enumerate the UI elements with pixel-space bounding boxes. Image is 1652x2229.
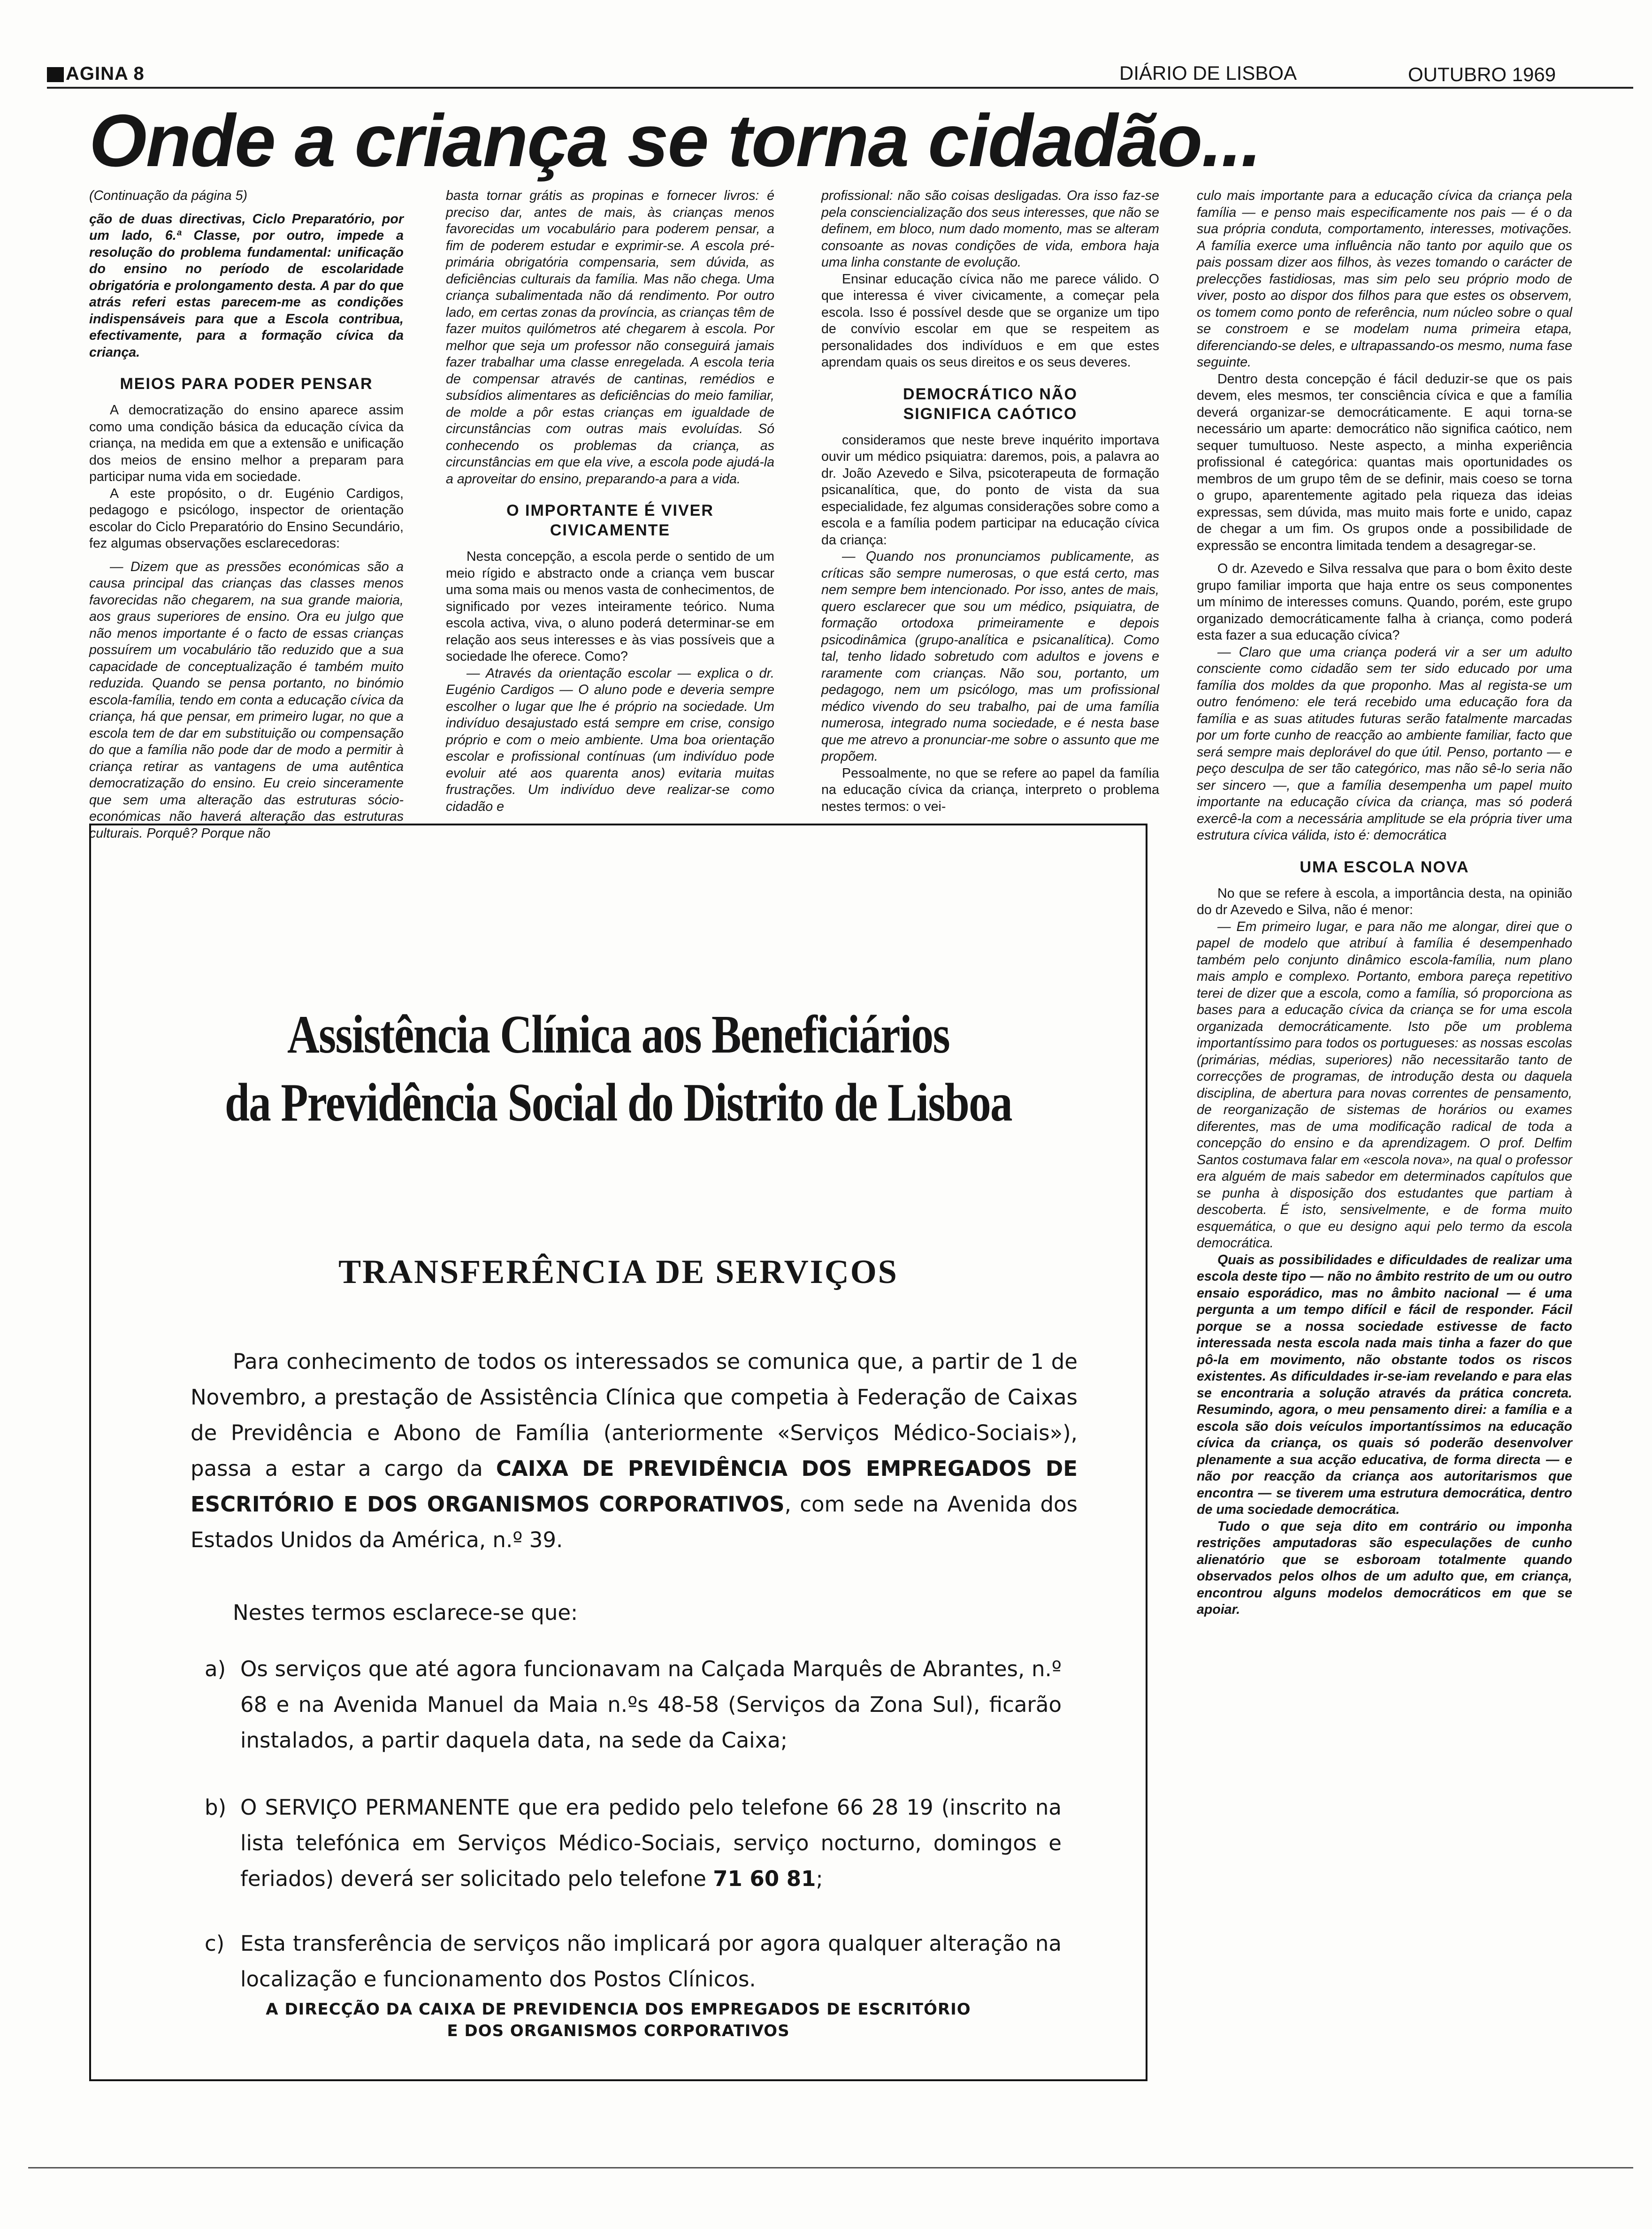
paragraph: ção de duas directivas, Ciclo Preparatório, por um lado, 6.ª Classe, por outro, impede a resolução do problema fundamental: unificação do ensino no período de escolaridade obrigatória e prolongamento desta. A par do que atrás referi estas parecem-me as condições indispensáveis para que a Escola contribua, efectivamente, para a formação cívica da criança. bbox=[89, 211, 404, 360]
ad-item-letter: c) bbox=[205, 1931, 225, 1956]
newspaper-name: DIÁRIO DE LISBOA bbox=[1119, 62, 1297, 84]
ad-item-letter: a) bbox=[205, 1656, 226, 1681]
paragraph: — Claro que uma criança poderá vir a ser um adulto consciente como cidadão sem ter sido educado por uma família dos moldes da que proponho. Mas al regista-se um outro fenómeno: ele terá recebido uma educação fora da família e as suas atitudes futuras serão fatalmente marcadas por um forte cunho de reacção ao ambiente familiar, facto que será sempre mais deplorável do que útil. Penso, portanto — e peço desculpa de ser tão categórico, mas não sê-lo seria não ser sincero —, que a família desempenha um papel muito importante na educação cívica da criança, mas só poderá exercê-la com a necessária amplitude se ela própria tiver uma estrutura cívica válida, isto é: democrática bbox=[1197, 644, 1572, 843]
ad-intro-text: Para conhecimento de todos os interessados se comunica que, a partir de 1 de Novembro, a prestação de Assistência Clínica que competia à Federação de Caixas de Previdência e Abono de Família (anteriormente «Serviços Médico-Sociais»), passa a estar a cargo da bbox=[191, 1349, 1078, 1481]
ad-signature-line-2: E DOS ORGANISMOS CORPORATIVOS bbox=[447, 2022, 790, 2040]
ad-intro-paragraph bbox=[191, 1344, 1078, 1558]
article-column-2 bbox=[446, 188, 774, 814]
continuation-note: (Continuação da página 5) bbox=[89, 188, 248, 203]
ad-subtitle: TRANSFERÊNCIA DE SERVIÇOS bbox=[338, 1253, 898, 1290]
section-heading: MEIOS PARA PODER PENSAR bbox=[120, 375, 373, 393]
section-heading: UMA ESCOLA NOVA bbox=[1300, 858, 1469, 876]
article-headline: Onde a criança se torna cidadão... bbox=[89, 99, 1261, 182]
paragraph: O dr. Azevedo e Silva ressalva que para o bom êxito deste grupo familiar importa que haja entre os seus componentes um mínimo de interesses comuns. Quando, porém, este grupo organizado democráticamente falha à criança, como poderá esta fazer a sua educação cívica? bbox=[1197, 561, 1572, 643]
paragraph: profissional: não são coisas desligadas. Ora isso faz-se pela consciencialização dos seus interesses, que não se definem, em bloco, num dado momento, mas se alteram consoante as novas condições de vida, embora haja uma linha constante de evolução. bbox=[821, 188, 1159, 270]
paragraph: — Através da orientação escolar — explica o dr. Eugénio Cardigos — O aluno pode e deveria sempre escolher o lugar que lhe é próprio na sociedade. Um indivíduo desajustado está sempre em crise, consigo próprio e com o meio ambiente. Uma boa orientação escolar e profissional contínuas (um indivíduo pode evoluir até aos quarenta anos) evitaria muitas frustrações. Um indivíduo deve realizar-se como cidadão e bbox=[446, 665, 774, 814]
issue-date: OUTUBRO 1969 bbox=[1408, 63, 1556, 85]
page-number bbox=[47, 63, 145, 84]
paragraph: Pessoalmente, no que se refere ao papel da família na educação cívica da criança, interpreto o problema nestes termos: o vei- bbox=[821, 765, 1159, 814]
paragraph: — Quando nos pronunciamos publicamente, as críticas são sempre numerosas, o que está certo, mas nem sempre bem intencionado. Por isso, antes de mais, quero esclarecer que sou um médico, psiquiatra, de formação ortodoxa primeiramente e depois psicodinâmica (grupo-analítica e psicanalítica). Como tal, tenho lidado sobretudo com adultos e jovens e raramente com crianças. Não sou, portanto, um pedagogo, nem um psicólogo, mas um profissional médico vivendo do seu trabalho, pai de uma família numerosa, integrado numa sociedade, e é nesta base que me atrevo a pronunciar-me sobre o assunto que me propõem. bbox=[821, 549, 1159, 764]
paragraph: basta tornar grátis as propinas e fornecer livros: é preciso dar, antes de mais, às crianças menos favorecidas um vocabulário para poderem pensar, a fim de poderem estudar e exprimir-se. A escola pré-primária obrigatória compensaria, sem dúvida, as deficiências culturais da família. Mas não chega. Uma criança subalimentada não dá rendimento. Por outro lado, em certas zonas da província, as crianças têm de fazer muitos quilómetros até chegarem à escola. Por melhor que seja um professor não conseguirá jamais fazer trabalhar uma classe enregelada. A escola teria de compensar através de cantinas, remédios e subsídios alimentares as deficiências do meio familiar, de molde a pôr estas crianças em igualdade de circunstâncias com outras mais evoluídas. Só conhecendo os problemas da criança, as circunstâncias em que ela vive, a escola pode ajudá-la a aproveitar do ensino, preparando-a para a vida. bbox=[446, 188, 774, 487]
page-number-text: AGINA 8 bbox=[66, 63, 145, 84]
paragraph: Tudo o que seja dito em contrário ou imponha restrições amputadoras são especulações de cunho alienatório que se esboroam totalmente quando observados pelos olhos de um adulto que, em criança, encontrou alguns modelos democráticos em que se apoiar. bbox=[1197, 1519, 1572, 1617]
ad-item-text: O SERVIÇO PERMANENTE que era pedido pelo telefone 66 28 19 (inscrito na lista telefónica em Serviços Médico-Sociais, serviço nocturno, domingos e feriados) deverá ser solicitado pelo telefone bbox=[240, 1795, 1062, 1891]
article-column-3 bbox=[821, 188, 1159, 814]
section-heading: DEMOCRÁTICO NÃO SIGNIFICA CAÓTICO bbox=[903, 385, 1078, 423]
ad-signature bbox=[91, 1999, 1146, 2042]
ad-title-line-2: da Previdência Social do Distrito de Lisboa bbox=[225, 1073, 1012, 1133]
section-heading: O IMPORTANTE É VIVER CIVICAMENTE bbox=[506, 502, 714, 539]
header-rule bbox=[47, 87, 1633, 89]
paragraph: Dentro desta concepção é fácil deduzir-se que os pais devem, eles mesmos, ter consciência cívica e que a família deverá organizar-se democráticamente. E aqui torna-se necessário um aparte: democrático não significa caótico, nem sequer tumultuoso. Neste aspecto, a minha experiência profissional é categórica: quantas mais oportunidades os membros de um grupo têm de se definir, mais coeso se torna o grupo, aparentemente agitado pela riqueza das ideias expressas, sem dúvida, mas muito mais forte e unido, capaz de chegar a um fim. Os grupos onde a possibilidade de expressão se encontra limitada tendem a desagregar-se. bbox=[1197, 371, 1572, 553]
paragraph: A este propósito, o dr. Eugénio Cardigos, pedagogo e psicólogo, inspector de orientação escolar do Ciclo Preparatório do Ensino Secundário, fez algumas observações esclarecedoras: bbox=[89, 486, 404, 551]
advertisement-box bbox=[89, 824, 1147, 2081]
page-number-mark bbox=[47, 67, 64, 82]
paragraph: No que se refere à escola, a importância desta, na opinião do dr Azevedo e Silva, não é menor: bbox=[1197, 885, 1572, 917]
paragraph: Nesta concepção, a escola perde o sentido de um meio rígido e abstracto onde a criança vem buscar uma soma mais ou menos vasta de conhecimentos, de significado por vezes inteiramente teórico. Numa escola activa, viva, o aluno poderá determinar-se em relação aos seus interesses e às vias possíveis que a sociedade lhe oferece. Como? bbox=[446, 549, 774, 664]
ad-item-text: Esta transferência de serviços não implicará por agora qualquer alteração na localização e funcionamento dos Postos Clínicos. bbox=[240, 1931, 1062, 1992]
ad-item-letter: b) bbox=[205, 1795, 227, 1820]
ad-title-line-1: Assistência Clínica aos Beneficiários bbox=[287, 1005, 949, 1065]
paragraph: — Em primeiro lugar, e para não me alongar, direi que o papel de modelo que atribuí à família é desempenhado também pelo conjunto dinâmico escola-família, num plano mais amplo e complexo. Portanto, embora pareça repetitivo terei de dizer que a escola, como a família, só proporciona as bases para a educação cívica da criança se for uma escola organizada democráticamente. Isto põe um problema importantíssimo para todos os portugueses: as nossas escolas (primárias, médias, superiores) não necessitarão tanto de correcções de programas, de introdução desta ou daquela disciplina, de abertura para novas correntes de pensamento, de reorganização de sistemas de horários ou exames diferentes, mas de uma modificação radical de toda a concepção do ensino e da aprendizagem. O prof. Delfim Santos costumava falar em «escola nova», na qual o professor era alguém de mais sabedor em determinados capítulos que se punha à disposição dos estudantes que partiam à descoberta. É isto, sensivelmente, e de forma muito esquemática, o que eu designo aqui pelo termo da escola democrática. bbox=[1197, 919, 1572, 1251]
article-column-4 bbox=[1197, 188, 1572, 2229]
ad-sub-intro: Nestes termos esclarece-se que: bbox=[233, 1600, 578, 1625]
ad-item-text: Os serviços que até agora funcionavam na Calçada Marquês de Abrantes, n.º 68 e na Avenida Manuel da Maia n.ºs 48-58 (Serviços da Zona Sul), ficarão instalados, a partir daquela data, na sede da Caixa; bbox=[240, 1656, 1062, 1753]
ad-phone-number: 71 60 81 bbox=[713, 1866, 816, 1891]
paragraph: consideramos que neste breve inquérito importava ouvir um médico psiquiatra: daremos, pois, a palavra ao dr. João Azevedo e Silva, psicoterapeuta de formação psicanalítica, que, do ponto de vista da sua especialidade, fez algumas considerações sobre como a escola e a família podem participar na educação cívica da criança: bbox=[821, 432, 1159, 548]
ad-intro-bold: CAIXA DE PREVIDÊNCIA DOS EMPREGADOS DE ESCRITÓRIO E DOS ORGANISMOS CORPORATIVOS bbox=[191, 1456, 1078, 1517]
paragraph: Quais as possibilidades e dificuldades de realizar uma escola deste tipo — não no âmbito restrito de um ou outro ensaio esporádico, mas no âmbito nacional — é uma pergunta a um tempo difícil e fácil de responder. Fácil porque se a nossa sociedade estivesse de facto interessada nesta escola nada mais tinha a fazer do que pô-la em movimento, não obstante todos os riscos existentes. As dificuldades ir-se-iam revelando e para elas se encontraria a solução através da prática concreta. Resumindo, agora, o meu pensamento direi: a família e a escola são dois veículos importantíssimos na educação cívica da criança, os quais só poderão desenvolver plenamente a sua acção educativa, de forma directa — e não por reacção da criança aos autoritarismos que encontra — se tiverem uma estrutura democrática, dentro de uma sociedade democrática. bbox=[1197, 1252, 1572, 1517]
paragraph: Ensinar educação cívica não me parece válido. O que interessa é viver civicamente, a começar pela escola. Isso é possível desde que se organize um tipo de convívio escolar em que se respeitem as personalidades dos indivíduos e em que estes aprendam quais os seus direitos e os seus deveres. bbox=[821, 271, 1159, 370]
paragraph: A democratização do ensino aparece assim como uma condição básica da educação cívica da criança, na medida em que a extensão e unificação dos meios de ensino melhor a preparam para participar numa vida em sociedade. bbox=[89, 403, 404, 484]
ad-item-a bbox=[205, 1651, 1062, 1758]
ad-intro-text-end: , com sede na Avenida dos Estados Unidos da América, n.º 39. bbox=[191, 1492, 1078, 1552]
ad-item-text-end: ; bbox=[816, 1866, 823, 1891]
footer-rule bbox=[28, 2167, 1633, 2168]
ad-signature-line-1: A DIRECÇÃO DA CAIXA DE PREVIDENCIA DOS EMPREGADOS DE ESCRITÓRIO bbox=[266, 2000, 971, 2019]
paragraph: — Dizem que as pressões económicas são a causa principal das crianças das classes menos favorecidas não chegarem, na sua grande maioria, aos graus superiores de ensino. Ora eu julgo que não menos importante é o facto de essas crianças possuírem um vocabulário tão reduzido que a sua capacidade de conceptualização é também muito reduzida. Quando se pensa portanto, no binómio escola-família, tendo em conta a educação cívica da criança, há que pensar, em primeiro lugar, no que a escola tem de dar em substituição ou compensação do que a família não pode dar de modo a permitir à criança retirar as vantagens de uma autêntica democratização do ensino. Eu creio sinceramente que sem uma alteração das estruturas sócio-económicas não haverá alteração das estruturas culturais. Porquê? Porque não bbox=[89, 559, 404, 841]
paragraph: culo mais importante para a educação cívica da criança pela família — e penso mais especificamente nos pais — é o da sua própria conduta, comportamento, interesses, motivações. A família exerce uma influência não tanto por aquilo que os pais possam dizer aos filhos, às vezes tomando o carácter de prelecções fastidiosas, mas sim pelo seu próprio modo de viver, posto ao dispor dos filhos para que estes os observem, os tomem como ponto de referência, num núcleo sobre o qual se constroem e se modelam numa primeira etapa, diferenciando-se deles, e ultrapassando-os mesmo, numa fase seguinte. bbox=[1197, 188, 1572, 370]
ad-item-b bbox=[205, 1790, 1062, 1897]
ad-item-c bbox=[205, 1926, 1062, 1997]
article-column-1 bbox=[89, 188, 404, 841]
